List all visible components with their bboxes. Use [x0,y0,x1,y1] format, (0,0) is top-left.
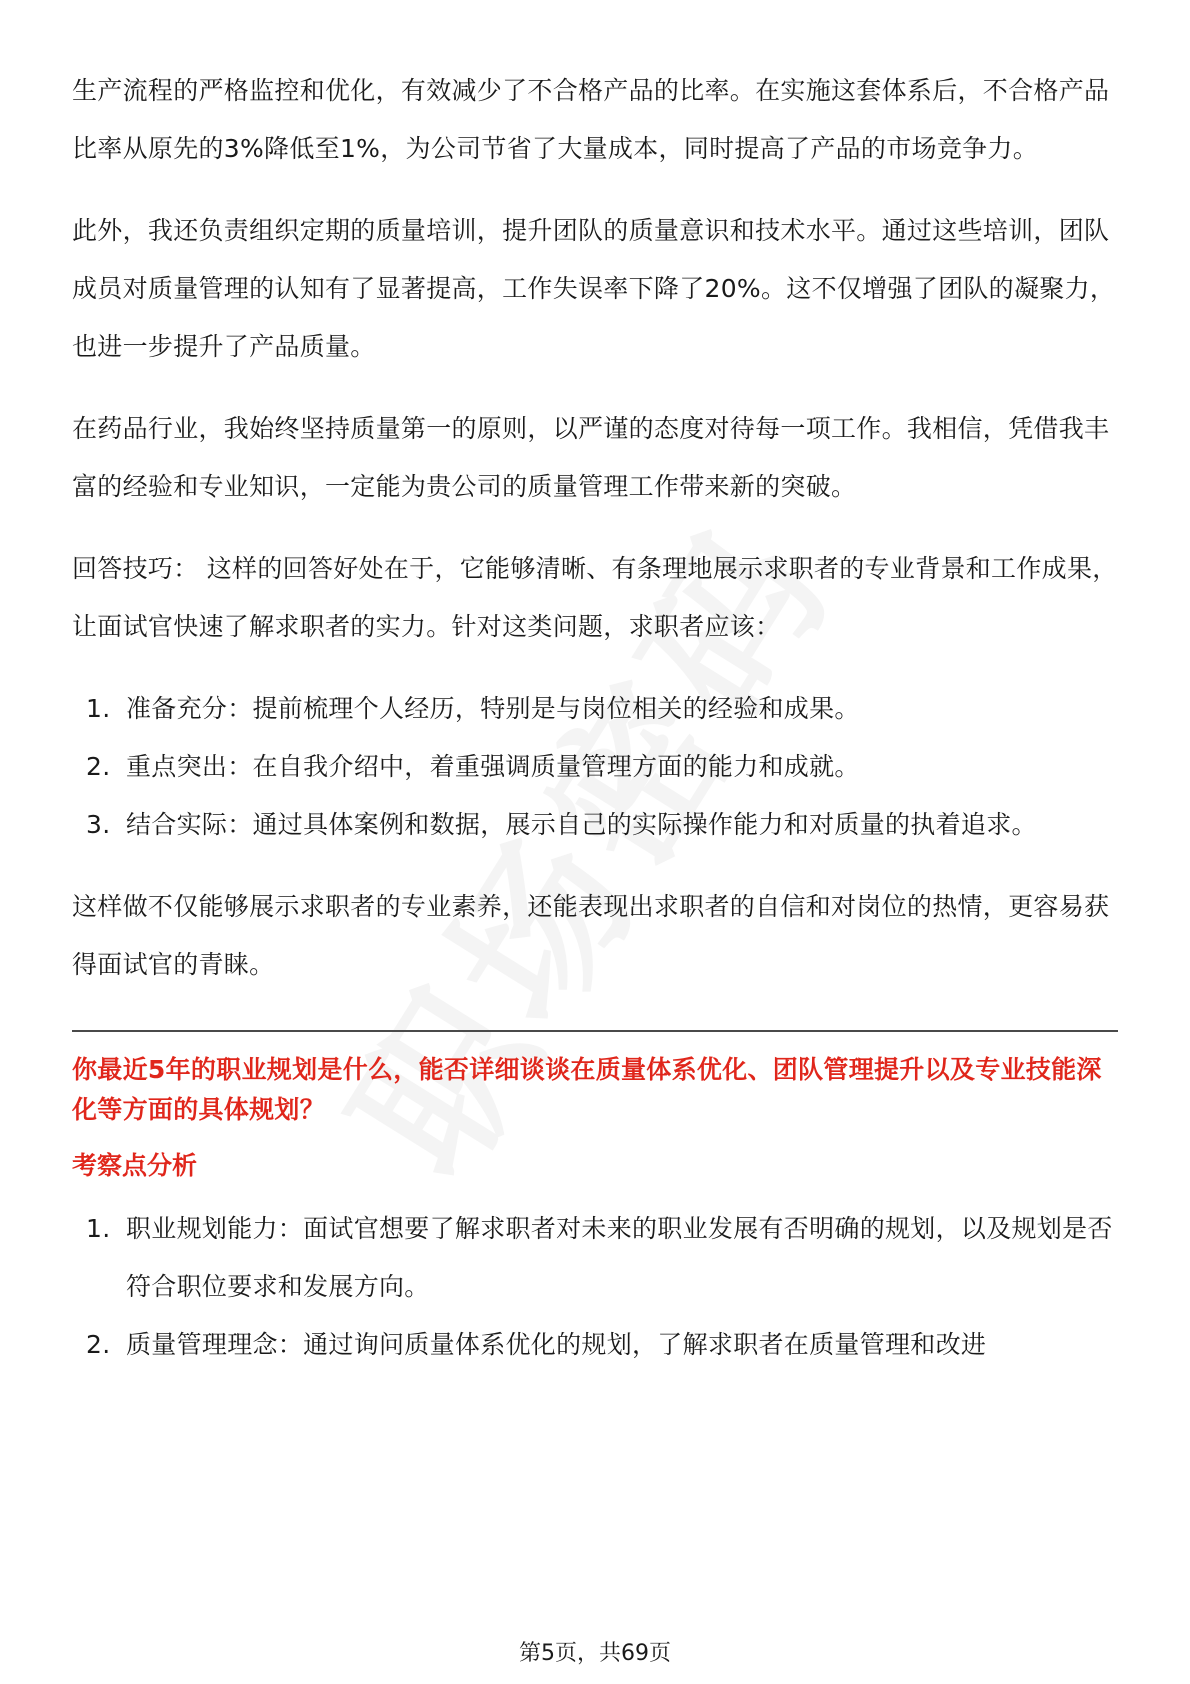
list-text: 重点突出：在自我介绍中，着重强调质量管理方面的能力和成就。 [126,752,860,781]
analysis-heading: 考察点分析 [72,1151,198,1180]
paragraph-quality-results: 生产流程的严格监控和优化，有效减少了不合格产品的比率。在实施这套体系后，不合格产品比率从原先的3%降低至1%，为公司节省了大量成本，同时提高了产品的市场竞争力。 [72,76,1110,163]
paragraph-principle: 在药品行业，我始终坚持质量第一的原则，以严谨的态度对待每一项工作。我相信，凭借我丰富的经验和专业知识，一定能为贵公司的质量管理工作带来新的突破。 [72,414,1110,501]
list-text: 质量管理理念：通过询问质量体系优化的规划，了解求职者在质量管理和改进 [126,1330,987,1359]
list-text: 结合实际：通过具体案例和数据，展示自己的实际操作能力和对质量的执着追求。 [126,810,1037,839]
page-number-footer: 第5页，共69页 [519,1641,671,1666]
paragraph-closing: 这样做不仅能够展示求职者的专业素养，还能表现出求职者的自信和对岗位的热情，更容易获得面试官的青睐。 [72,892,1110,979]
list-number: 1. [86,694,111,723]
list-number: 2. [86,752,111,781]
paragraph-training: 此外，我还负责组织定期的质量培训，提升团队的质量意识和技术水平。通过这些培训，团队成员对质量管理的认知有了显著提高，工作失误率下降了20%。这不仅增强了团队的凝聚力，也进一步提升了产品质量。 [72,216,1116,361]
section-divider [72,1030,1118,1032]
list-item [72,796,1118,854]
list-item [72,680,1118,738]
analysis-list [72,1200,1118,1374]
list-number: 1. [86,1214,111,1243]
list-number: 3. [86,810,111,839]
list-item [72,1200,1118,1316]
list-item [72,1316,1118,1374]
document-page [72,62,1118,1374]
list-text: 准备充分：提前梳理个人经历，特别是与岗位相关的经验和成果。 [126,694,860,723]
paragraph-answer-tips: 回答技巧： 这样的回答好处在于，它能够清晰、有条理地展示求职者的专业背景和工作成果，让面试官快速了解求职者的实力。针对这类问题，求职者应该： [72,554,1118,641]
list-item [72,738,1118,796]
question-heading: 你最近5年的职业规划是什么，能否详细谈谈在质量体系优化、团队管理提升以及专业技能深化等方面的具体规划？ [72,1055,1102,1124]
tips-list [72,680,1118,854]
list-number: 2. [86,1330,111,1359]
list-text: 职业规划能力：面试官想要了解求职者对未来的职业发展有否明确的规划，以及规划是否符合职位要求和发展方向。 [126,1214,1113,1301]
